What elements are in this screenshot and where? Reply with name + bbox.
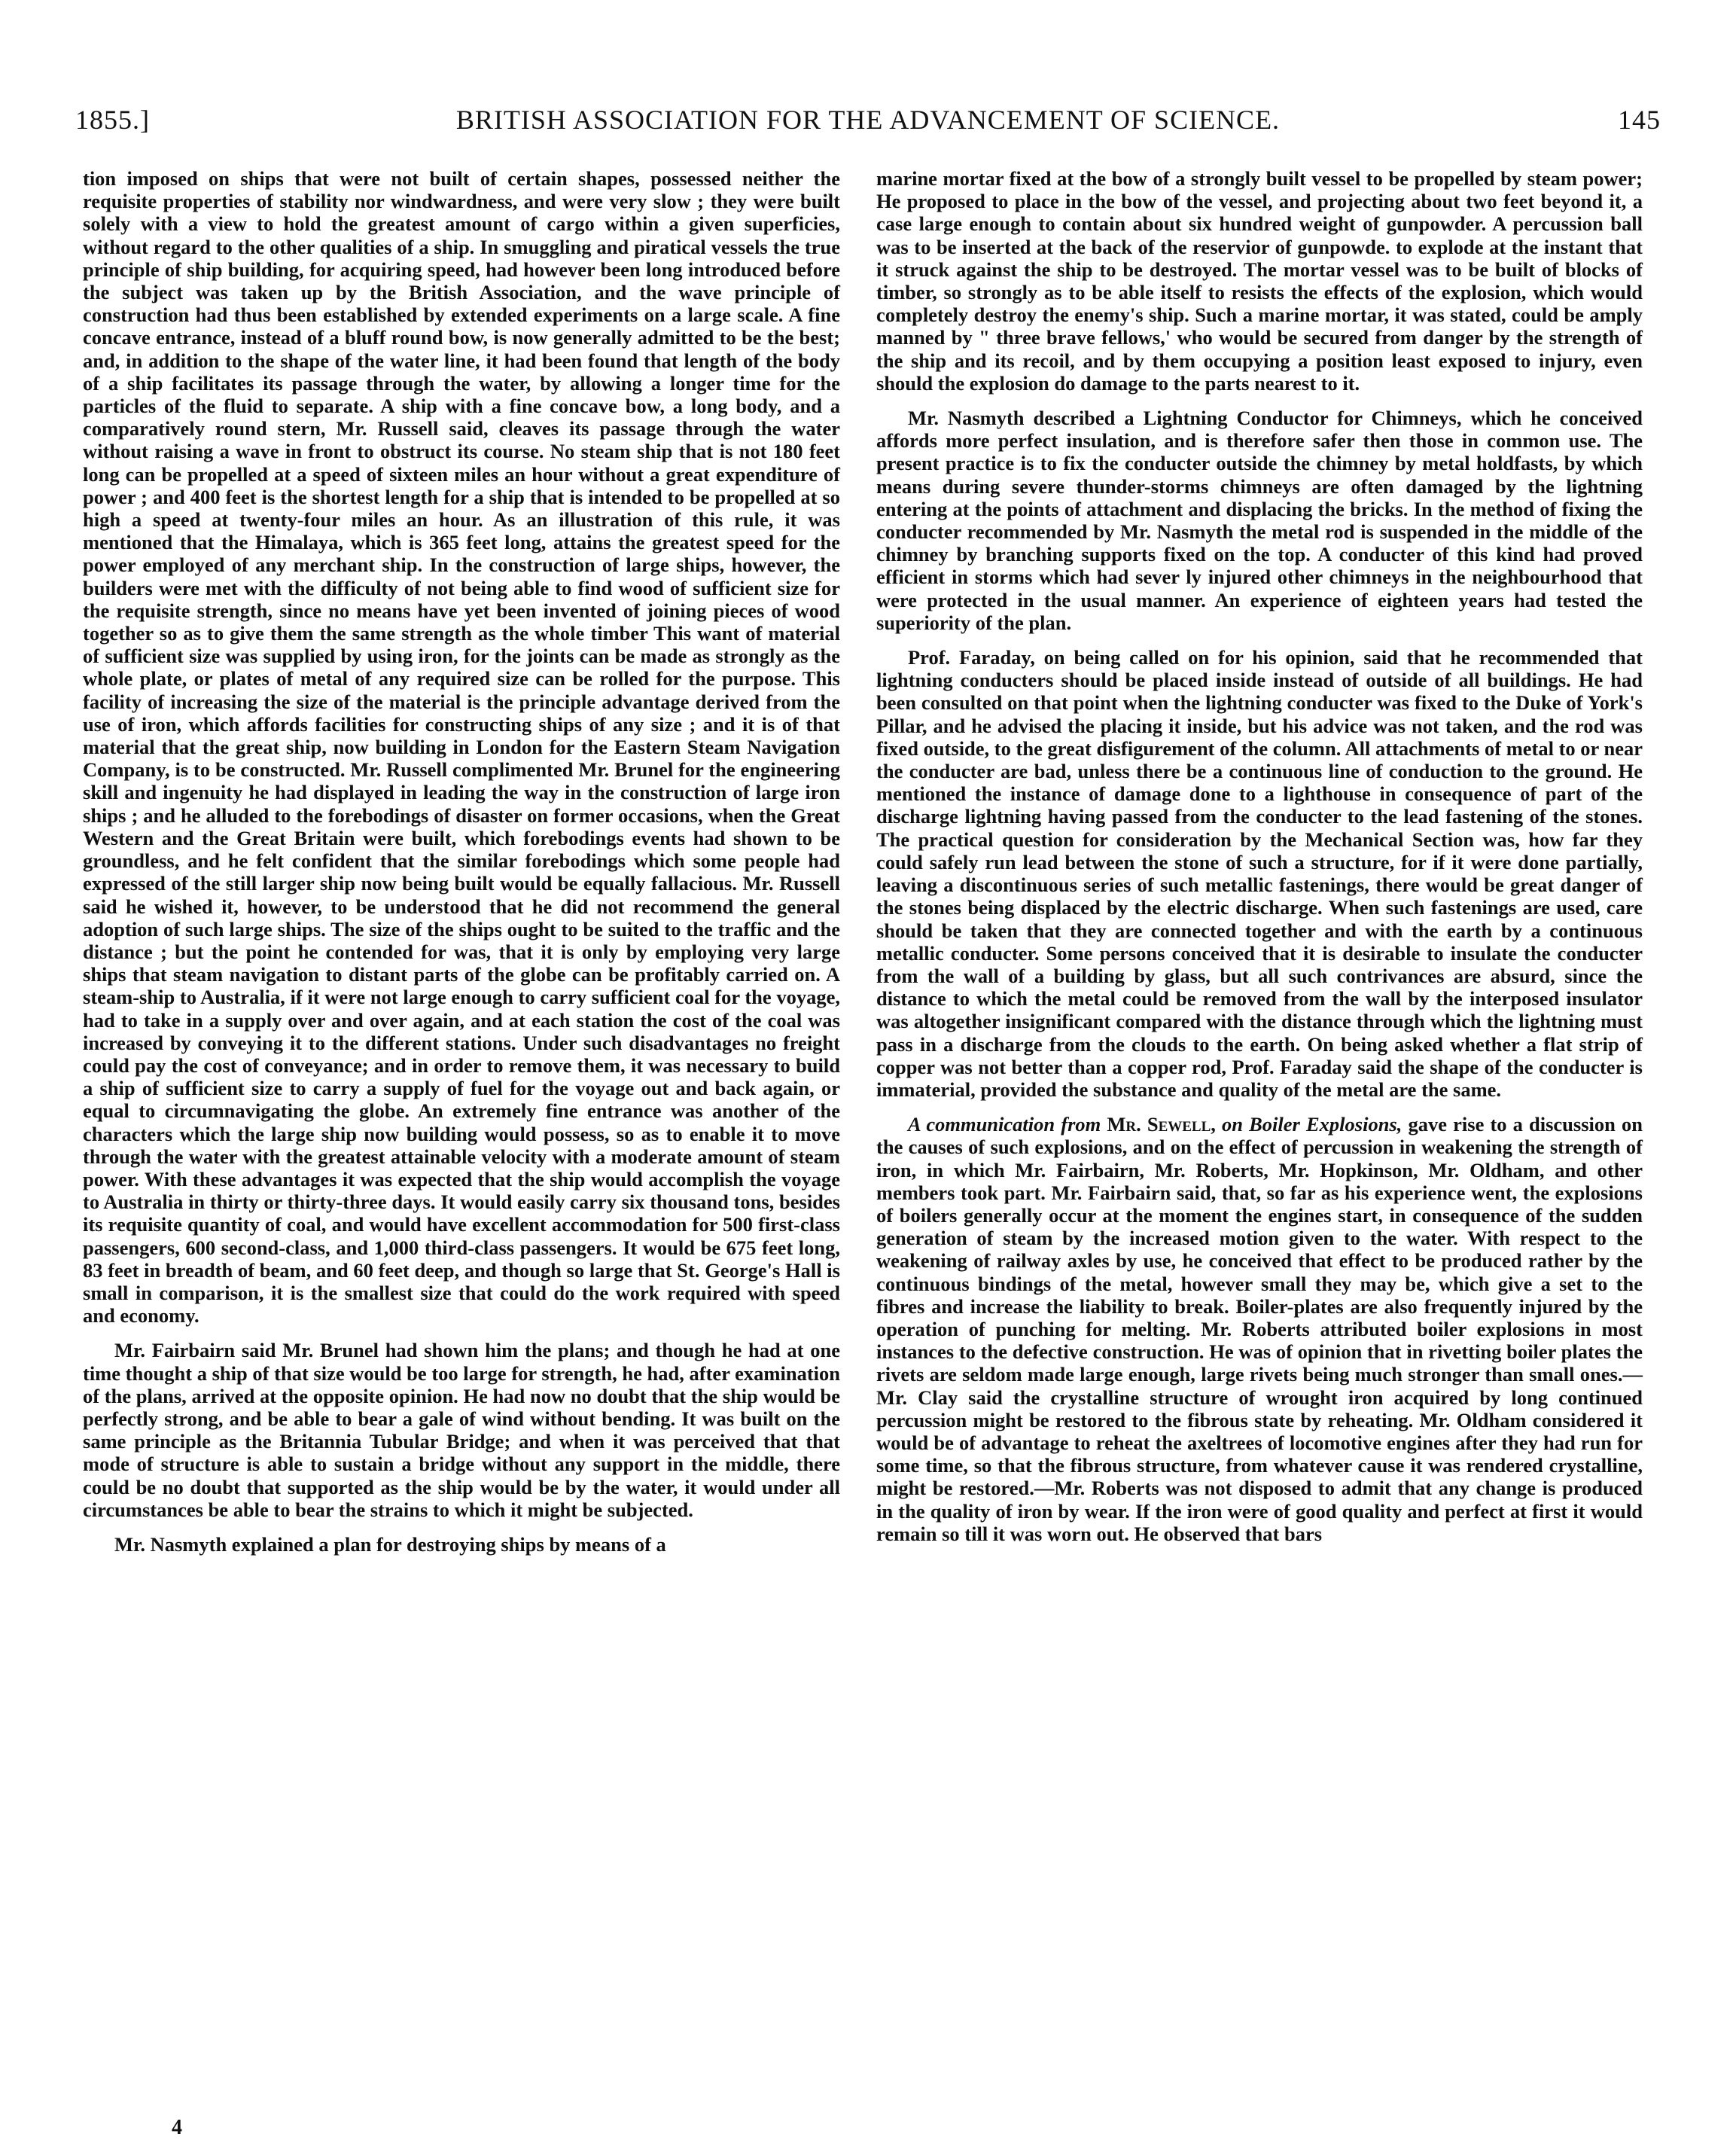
- header-year: 1855.]: [75, 105, 150, 135]
- right-paragraph-4: [876, 1113, 1643, 1545]
- communication-body: gave rise to a discussion on the causes of such explosions, and on the effect of percussion in weakening the strength of iron, in which Mr. Fairbairn, Mr. Roberts, Mr. Hopkinson, Mr. Oldham, and other members took part. Mr. Fairbairn said, that, so far as his experience went, the explosions of boilers generally occur at the moment the engines start, in consequence of the sudden generation of steam by the increased motion given to the water. With respect to the weakening of railway axles by use, he conceived that effect to be produced rather by the continuous bindings of the metal, however small they may be, which give a set to the fibres and increase the liability to break. Boiler-plates are also frequently injured by the operation of punching for melting. Mr. Roberts attributed boiler explosions in most instances to the defective construction. He was of opinion that in rivetting boiler plates the rivets are seldom made large enough, large rivets being much stronger than small ones.—Mr. Clay said the crystalline structure of wrought iron acquired by long continued percussion might be restored to the fibrous state by reheating. Mr. Oldham considered it would be of advantage to reheat the axeltrees of locomotive engines after they had run for some time, so that the fibrous structure, from whatever cause it was rendered crystalline, might be restored.—Mr. Roberts was not disposed to admit that any change is produced in the quality of iron by wear. If the iron were of good quality and perfect at first it would remain so till it was worn out. He observed that bars: [876, 1113, 1643, 1545]
- header-title: BRITISH ASSOCIATION FOR THE ADVANCEMENT OF SCIENCE.: [455, 105, 1281, 135]
- signature-mark: 4: [172, 2116, 182, 2139]
- right-column: [876, 167, 1643, 1557]
- left-column: [83, 167, 840, 1568]
- right-paragraph-3: Prof. Faraday, on being called on for his opinion, said that he recommended that lightning conducters should be placed inside instead of outside of all buildings. He had been consulted on that point when the lightning conducter was fixed to the Duke of York's Pillar, and he advised the placing it inside, but his advice was not taken, and the rod was fixed outside, to the great disfigurement of the column. All attachments of metal to or near the conducter are bad, unless there be a continuous line of conduction to the ground. He mentioned the instance of damage done to a lighthouse in consequence of part of the discharge lightning having passed from the conducter to the lead fastening of the stones. The practical question for consideration by the Mechanical Section was, how far they could safely run lead between the stone of such a structure, for if it were done partially, leaving a discontinuous series of such metallic fastenings, there would be great danger of the stones being displaced by the electric discharge. When such fastenings are used, care should be taken that they are connected together and with the earth by a continuous metallic conducter. Some persons conceived that it is desirable to insulate the conducter from the wall of a building by glass, but all such contrivances are absurd, since the distance to which the metal could be removed from the wall by the interposed insulator was altogether insignificant compared with the distance through which the lightning must pass in a discharge from the clouds to the earth. On being asked whether a flat strip of copper was not better than a copper rod, Prof. Faraday said the shape of the conducter is immaterial, provided the substance and quality of the metal are the same.: [876, 646, 1643, 1101]
- communication-author: Mr. Sewell,: [1107, 1113, 1216, 1136]
- page-header: [75, 104, 1661, 149]
- right-paragraph-2: Mr. Nasmyth described a Lightning Conductor for Chimneys, which he conceived affords more perfect insulation, and is therefore safer then those in common use. The present practice is to fix the conducter outside the chimney by metal holdfasts, by which means during severe thunder-storms chimneys are often damaged by the lightning entering at the points of attachment and displacing the bricks. In the method of fixing the conducter recommended by Mr. Nasmyth the metal rod is suspended in the middle of the chimney by branching supports fixed on the top. A conducter of this kind had proved efficient in storms which had sever ly injured other chimneys in the neighbourhood that were protected in the usual manner. An experience of eighteen years had tested the superiority of the plan.: [876, 407, 1643, 634]
- right-paragraph-1: marine mortar fixed at the bow of a strongly built vessel to be propelled by steam power; He proposed to place in the bow of the vessel, and projecting about two feet beyond it, a case large enough to contain about six hundred weight of gunpowder. A percussion ball was to be inserted at the back of the reservior of gunpowde. to explode at the instant that it struck against the ship to be destroyed. The mortar vessel was to be built of blocks of timber, so strongly as to be able itself to resists the effects of the explosion, which would completely destroy the enemy's ship. Such a marine mortar, it was stated, could be amply manned by " three brave fellows,' who would be secured from danger by the strength of the ship and its recoil, and by them occupying a position least exposed to injury, even should the explosion do damage to the parts nearest to it.: [876, 167, 1643, 395]
- left-paragraph-2: Mr. Fairbairn said Mr. Brunel had shown him the plans; and though he had at one time thought a ship of that size would be too large for strength, he had, after examination of the plans, arrived at the opposite opinion. He had now no doubt that the ship would be perfectly strong, and be able to bear a gale of wind without bending. It was built on the same principle as the Britannia Tubular Bridge; and when it was perceived that that mode of structure is able to sustain a bridge without any support in the middle, there could be no doubt that supported as the ship would be by the water, it would under all circumstances be able to bear the strains to which it might be subjected.: [83, 1339, 840, 1521]
- left-paragraph-3: Mr. Nasmyth explained a plan for destroying ships by means of a: [114, 1532, 666, 1556]
- page-number: 145: [1618, 105, 1661, 135]
- left-paragraph-1: tion imposed on ships that were not built of certain shapes, possessed neither the requisite properties of stability nor windwardness, and were very slow ; they were built solely with a view to hold the greatest amount of cargo within a given superficies, without regard to the other qualities of a ship. In smuggling and piratical vessels the true principle of ship building, for acquiring speed, had however been long introduced before the subject was taken up by the British Association, and the wave principle of construction had thus been established by extended experiments on a large scale. A fine concave entrance, instead of a bluff round bow, is now generally admitted to be the best; and, in addition to the shape of the water line, it had been found that length of the body of a ship facilitates its passage through the water, by allowing a longer time for the particles of the fluid to separate. A ship with a fine concave bow, a long body, and a comparatively round stern, Mr. Russell said, cleaves its passage through the water without raising a wave in front to obstruct its course. No steam ship that is not 180 feet long can be propelled at a speed of sixteen miles an hour without a great expenditure of power ; and 400 feet is the shortest length for a ship that is intended to be propelled at so high a speed at twenty-four miles an hour. As an illustration of this rule, it was mentioned that the Himalaya, which is 365 feet long, attains the greatest speed for the power employed of any merchant ship. In the construction of large ships, however, the builders were met with the difficulty of not being able to find wood of sufficient size for the requisite strength, since no means have yet been invented of joining pieces of wood together so as to give them the same strength as the whole timber This want of material of sufficient size was supplied by using iron, for the joints can be made as strongly as the whole plate, or plates of metal of any required size can be rolled for the purpose. This facility of increasing the size of the material is the principle advantage derived from the use of iron, which affords facilities for constructing ships of any size ; and it is of that material that the great ship, now building in London for the Eastern Steam Navigation Company, is to be constructed. Mr. Russell complimented Mr. Brunel for the engineering skill and ingenuity he had displayed in leading the way in the construction of large iron ships ; and he alluded to the forebodings of disaster on former occasions, when the Great Western and the Great Britain were built, which forebodings events had shown to be groundless, and he felt confident that the similar forebodings which some people had expressed of the still larger ship now being built would be equally fallacious. Mr. Russell said he wished it, however, to be understood that he did not recommend the general adoption of such large ships. The size of the ships ought to be suited to the traffic and the distance ; but the point he contended for was, that it is only by employing very large ships that steam navigation to distant parts of the globe can be profitably carried on. A steam-ship to Australia, if it were not large enough to carry sufficient coal for the voyage, had to take in a supply over and over again, and at each station the cost of the coal was increased by conveying it to the different stations. Under such disadvantages no freight could pay the cost of conveyance; and in order to remove them, it was necessary to build a ship of sufficient size to carry a supply of fuel for the voyage out and back again, or equal to circumnavigating the globe. An extremely fine entrance was another of the characters which the large ship now building would possess, so as to enable it to move through the water with the greatest attainable velocity with a moderate amount of steam power. With these advantages it was expected that the ship would accomplish the voyage to Australia in thirty or thirty-three days. It would easily carry six thousand tons, besides its requisite quantity of coal, and would have excellent accommodation for 500 first-class passengers, 600 second-class, and 1,000 third-class passengers. It would be 675 feet long, 83 feet in breadth of beam, and 60 feet deep, and though so large that St. George's Hall is small in comparison, it is the smallest size that could do the work required with speed and economy.: [83, 167, 840, 1328]
- communication-topic: on Boiler Explosions,: [1222, 1113, 1403, 1136]
- communication-lead: A communication from: [908, 1113, 1101, 1136]
